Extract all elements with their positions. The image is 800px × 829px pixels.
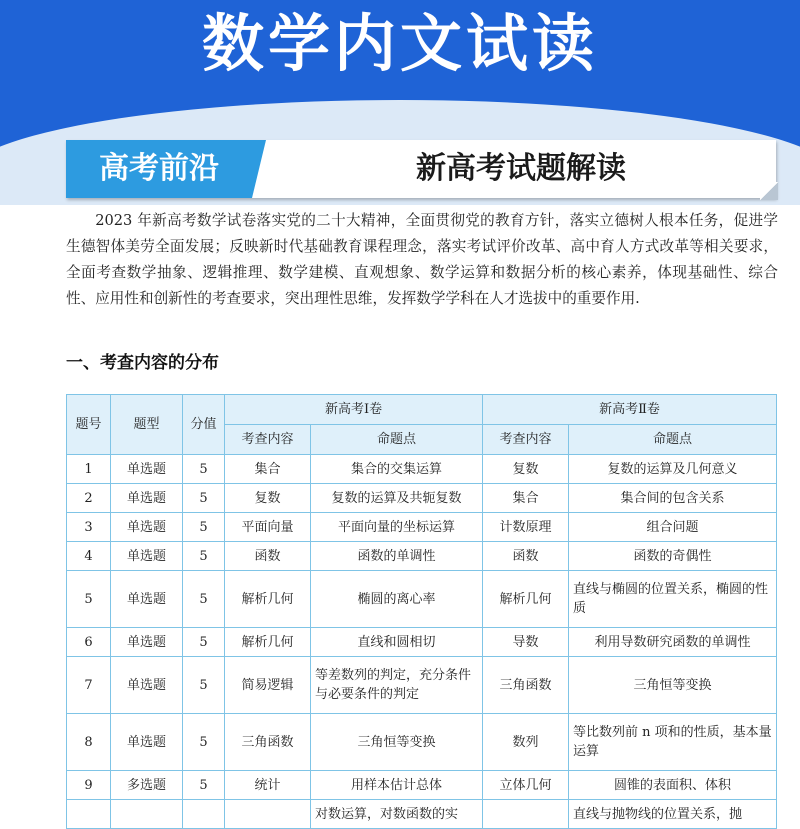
cell-content-1: 三角函数 (225, 714, 311, 771)
header-point-2: 命题点 (569, 425, 777, 455)
cell-point-2: 利用导数研究函数的单调性 (569, 628, 777, 657)
table-row (67, 542, 777, 571)
cell-point-1: 三角恒等变换 (311, 714, 483, 771)
header-point-1: 命题点 (311, 425, 483, 455)
cell-content-1: 解析几何 (225, 571, 311, 628)
header-content-1: 考查内容 (225, 425, 311, 455)
cell-content-1: 集合 (225, 455, 311, 484)
cell-content-1: 统计 (225, 771, 311, 800)
header-content-2: 考查内容 (483, 425, 569, 455)
cell-type: 单选题 (111, 657, 183, 714)
table-row (67, 628, 777, 657)
cell-score: 5 (183, 484, 225, 513)
cell-point-1: 集合的交集运算 (311, 455, 483, 484)
cell-score: 5 (183, 542, 225, 571)
cell-score: 5 (183, 714, 225, 771)
intro-paragraph: 2023 年新高考数学试卷落实党的二十大精神，全面贯彻党的教育方针，落实立德树人根本任务，促进学生德智体美劳全面发展；反映新时代基础教育课程理念，落实考试评价改革、高中育人方式改革等相关要求，全面考查数学抽象、逻辑推理、数学建模、直观想象、数学运算和数据分析的核心素养，体现基础性、综合性、应用性和创新性的考查要求，突出理性思维，发挥数学学科在人才选拔中的重要作用. (66, 212, 778, 307)
cell-content-2: 解析几何 (483, 571, 569, 628)
cell-point-1: 等差数列的判定，充分条件与必要条件的判定 (311, 657, 483, 714)
cell-content-2: 立体几何 (483, 771, 569, 800)
cell-content-2: 三角函数 (483, 657, 569, 714)
cell-point-2: 复数的运算及几何意义 (569, 455, 777, 484)
cell-point-1: 对数运算，对数函数的实 (311, 800, 483, 829)
cell-content-1: 简易逻辑 (225, 657, 311, 714)
cell-point-1: 椭圆的离心率 (311, 571, 483, 628)
cell-score: 5 (183, 455, 225, 484)
cell-point-2: 直线与抛物线的位置关系，抛 (569, 800, 777, 829)
header-type: 题型 (111, 395, 183, 455)
header-banner (0, 0, 800, 205)
table-row (67, 484, 777, 513)
cell-num: 6 (67, 628, 111, 657)
cell-content-2: 导数 (483, 628, 569, 657)
cell-content-1: 解析几何 (225, 628, 311, 657)
section-header-bar (66, 140, 776, 198)
cell-point-1: 用样本估计总体 (311, 771, 483, 800)
cell-point-1: 平面向量的坐标运算 (311, 513, 483, 542)
cell-content-2: 复数 (483, 455, 569, 484)
cell-content-2: 函数 (483, 542, 569, 571)
table-row (67, 771, 777, 800)
cell-point-2: 三角恒等变换 (569, 657, 777, 714)
cell-point-2: 集合间的包含关系 (569, 484, 777, 513)
cell-type: 单选题 (111, 542, 183, 571)
page-title: 数学内文试读 (201, 7, 598, 80)
cell-num: 8 (67, 714, 111, 771)
cell-type: 单选题 (111, 628, 183, 657)
cell-content-1 (225, 800, 311, 829)
cell-score: 5 (183, 571, 225, 628)
cell-content-2: 集合 (483, 484, 569, 513)
article-heading: 新高考试题解读 (416, 151, 626, 186)
table-header-row (67, 395, 777, 425)
cell-content-1: 平面向量 (225, 513, 311, 542)
page-fold-decoration (760, 182, 778, 200)
cell-num: 3 (67, 513, 111, 542)
cell-content-1: 复数 (225, 484, 311, 513)
column-tag: 高考前沿 (66, 140, 252, 198)
table-row (67, 513, 777, 542)
cell-content-2 (483, 800, 569, 829)
header-paper1: 新高考Ⅰ卷 (225, 395, 483, 425)
cell-num: 9 (67, 771, 111, 800)
cell-num: 5 (67, 571, 111, 628)
cell-score (183, 800, 225, 829)
cell-point-2: 圆锥的表面积、体积 (569, 771, 777, 800)
table-row (67, 800, 777, 829)
section-heading: 一、考查内容的分布 (66, 353, 219, 373)
cell-point-1: 复数的运算及共轭复数 (311, 484, 483, 513)
cell-point-2: 直线与椭圆的位置关系，椭圆的性质 (569, 571, 777, 628)
table-row (67, 714, 777, 771)
cell-num: 1 (67, 455, 111, 484)
cell-type: 单选题 (111, 455, 183, 484)
cell-type: 单选题 (111, 513, 183, 542)
header-paper2: 新高考Ⅱ卷 (483, 395, 777, 425)
cell-point-1: 函数的单调性 (311, 542, 483, 571)
cell-type (111, 800, 183, 829)
cell-score: 5 (183, 513, 225, 542)
header-num: 题号 (67, 395, 111, 455)
header-score: 分值 (183, 395, 225, 455)
cell-num: 2 (67, 484, 111, 513)
cell-point-2: 等比数列前 n 项和的性质，基本量运算 (569, 714, 777, 771)
cell-content-2: 计数原理 (483, 513, 569, 542)
cell-content-1: 函数 (225, 542, 311, 571)
cell-point-2: 组合问题 (569, 513, 777, 542)
cell-point-2: 函数的奇偶性 (569, 542, 777, 571)
cell-type: 多选题 (111, 771, 183, 800)
cell-point-1: 直线和圆相切 (311, 628, 483, 657)
tag-notch-decoration (252, 140, 266, 198)
cell-score: 5 (183, 628, 225, 657)
cell-type: 单选题 (111, 571, 183, 628)
cell-num: 7 (67, 657, 111, 714)
cell-score: 5 (183, 771, 225, 800)
cell-content-2: 数列 (483, 714, 569, 771)
cell-type: 单选题 (111, 484, 183, 513)
cell-type: 单选题 (111, 714, 183, 771)
table-row (67, 455, 777, 484)
exam-content-table (66, 394, 777, 829)
table-row (67, 571, 777, 628)
cell-score: 5 (183, 657, 225, 714)
table-row (67, 657, 777, 714)
cell-num (67, 800, 111, 829)
cell-num: 4 (67, 542, 111, 571)
